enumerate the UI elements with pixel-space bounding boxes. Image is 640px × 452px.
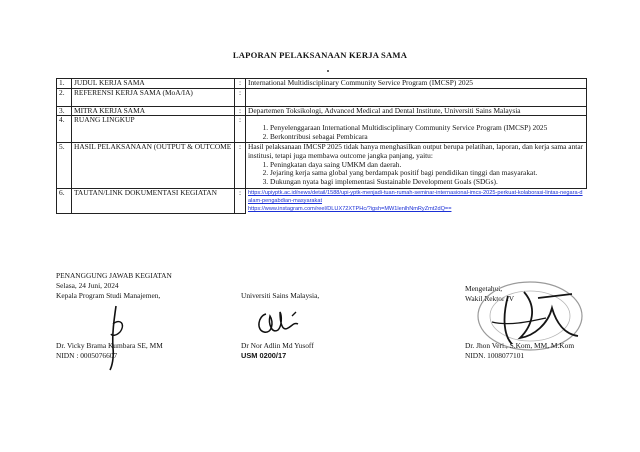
signatory-name: Dr. Vicky Brama Kumbara SE, MM bbox=[56, 341, 163, 350]
signatory-name: Dr. Jhon Veri., S.Kom, MM, M.Kom bbox=[465, 341, 575, 350]
row-colon: : bbox=[235, 116, 246, 143]
table-row bbox=[57, 143, 587, 189]
documentation-link-instagram[interactable]: https://www.instagram.com/reel/DLUX72XTPHc/?igsh=MW1lenlhNmRyZmt2dQ== bbox=[248, 206, 452, 213]
table-row bbox=[57, 189, 587, 214]
row-label: JUDUL KERJA SAMA bbox=[72, 79, 235, 89]
list-item: 1. Penyelenggaraan International Multidisciplinary Community Service Program (IMCSP) 2025 bbox=[270, 124, 584, 133]
signatory-id: NIDN : 0005076607 bbox=[56, 351, 118, 360]
signatory-id: USM 0200/17 bbox=[241, 351, 287, 360]
signatory-name: Dr Nor Adlin Md Yusoff bbox=[241, 341, 314, 350]
row-label: MITRA KERJA SAMA bbox=[72, 106, 235, 116]
row-number: 1. bbox=[57, 79, 72, 89]
table-row bbox=[57, 79, 587, 89]
scope-list bbox=[248, 124, 584, 141]
outcome-list bbox=[248, 161, 584, 187]
row-label: RUANG LINGKUP bbox=[72, 116, 235, 143]
signature-role: Universiti Sains Malaysia, bbox=[241, 291, 320, 300]
row-value bbox=[246, 88, 587, 106]
row-number: 4. bbox=[57, 116, 72, 143]
table-row bbox=[57, 88, 587, 106]
documentation-link-article[interactable]: https://upiyptk.ac.id/news/detail/1588/upi-yptk-menjadi-tuan-rumah-seminar-internasional-imcs-2025-perkuat-kolaborasi-lintas-negara-dalam-pengabdian-masyarakat bbox=[248, 190, 583, 205]
row-number: 2. bbox=[57, 88, 72, 106]
row-value bbox=[246, 116, 587, 143]
signature-block-middle bbox=[241, 291, 319, 301]
row-value: Departemen Toksikologi, Advanced Medical and Dental Institute, Universiti Sains Malaysia bbox=[246, 106, 587, 116]
row-label: REFERENSI KERJA SAMA (MoA/IA) bbox=[72, 88, 235, 106]
row-value bbox=[246, 143, 587, 189]
row-colon: : bbox=[235, 189, 246, 214]
signature-heading: PENANGGUNG JAWAB KEGIATAN bbox=[56, 271, 172, 280]
signatory-right bbox=[465, 341, 574, 361]
report-table bbox=[56, 78, 587, 214]
signatory-left bbox=[56, 341, 163, 361]
row-colon: : bbox=[235, 88, 246, 106]
signatory-middle bbox=[241, 341, 314, 361]
handwritten-signature-middle bbox=[252, 306, 304, 342]
row-label: TAUTAN/LINK DOKUMENTASI KEGIATAN bbox=[72, 189, 235, 214]
table-row bbox=[57, 116, 587, 143]
list-item: 2. Jejaring kerja sama global yang berdampak positif bagi pendidikan tinggi dan masyarakat. bbox=[270, 169, 584, 178]
row-label: HASIL PELAKSANAAN (OUTPUT & OUTCOME bbox=[72, 143, 235, 189]
signature-role: Wakil Rektor IV bbox=[465, 294, 515, 303]
signature-date: Selasa, 24 Juni, 2024 bbox=[56, 281, 119, 290]
ink-speck bbox=[327, 70, 329, 72]
row-value bbox=[246, 189, 587, 214]
signature-heading: Mengetahui, bbox=[465, 284, 503, 293]
row-colon: : bbox=[235, 143, 246, 189]
signatory-id: NIDN. 1008077101 bbox=[465, 351, 525, 360]
row-colon: : bbox=[235, 79, 246, 89]
table-row bbox=[57, 106, 587, 116]
row-value: International Multidisciplinary Community Service Program (IMCSP) 2025 bbox=[246, 79, 587, 89]
list-item: 1. Peningkatan daya saing UMKM dan daerah. bbox=[270, 161, 584, 170]
list-item: 2. Berkontribusi sebagai Pembicara bbox=[270, 133, 584, 142]
list-item: 3. Dukungan nyata bagi implementasi Sustainable Development Goals (SDGs). bbox=[270, 178, 584, 187]
handwritten-signature-left bbox=[96, 300, 136, 372]
row-number: 3. bbox=[57, 106, 72, 116]
row-colon: : bbox=[235, 106, 246, 116]
outcome-intro: Hasil pelaksanaan IMCSP 2025 tidak hanya menghasilkan output berupa pelatihan, laporan, dan kerja sama antar institusi, tetapi juga membawa outcome jangka panjang, yaitu: bbox=[248, 142, 584, 160]
row-number: 5. bbox=[57, 143, 72, 189]
signature-block-left bbox=[56, 271, 172, 301]
document-title: LAPORAN PELAKSANAAN KERJA SAMA bbox=[232, 50, 408, 60]
row-number: 6. bbox=[57, 189, 72, 214]
signature-role: Kepala Program Studi Manajemen, bbox=[56, 291, 161, 300]
